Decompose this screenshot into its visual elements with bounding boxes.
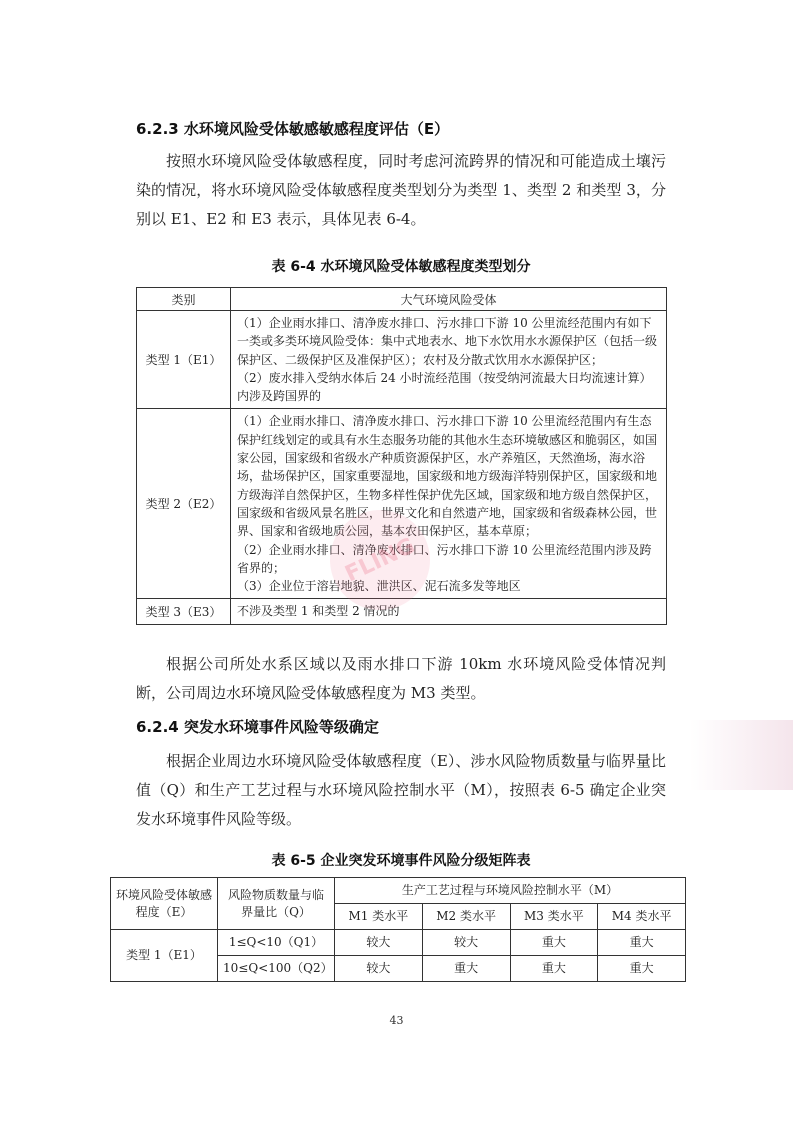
section-heading-623: 6.2.3 水环境风险受体敏感敏感程度评估（E） [136, 120, 450, 138]
header-m: 生产工艺过程与环境风险控制水平（M） [335, 878, 686, 904]
header-m-level: M1 类水平 [335, 904, 423, 930]
level-cell: 重大 [598, 930, 686, 956]
level-cell: 重大 [510, 956, 598, 982]
table-row [137, 311, 667, 409]
level-cell: 重大 [598, 956, 686, 982]
table-65 [110, 877, 686, 982]
q-range-cell: 10≤Q<100（Q2） [218, 956, 335, 982]
header-m-level: M2 类水平 [422, 904, 510, 930]
row-category: 类型 2（E2） [137, 409, 231, 599]
table-header-row [137, 288, 667, 311]
description-item: （2）企业雨水排口、清净废水排口、污水排口下游 10 公里流经范围内涉及跨省界的； [237, 542, 652, 575]
level-cell: 较大 [422, 930, 510, 956]
table-65-caption: 表 6-5 企业突发环境事件风险分级矩阵表 [271, 853, 531, 869]
level-cell: 重大 [510, 930, 598, 956]
header-q: 风险物质数量与临界量比（Q） [218, 878, 335, 930]
table-row [111, 930, 686, 956]
header-m-level: M4 类水平 [598, 904, 686, 930]
row-group-label: 类型 1（E1） [111, 930, 218, 982]
table-header-row [111, 878, 686, 904]
row-description [231, 311, 667, 409]
section-heading-624: 6.2.4 突发水环境事件风险等级确定 [136, 718, 379, 736]
description-item: （3）企业位于溶岩地貌、泄洪区、泥石流多发等地区 [237, 579, 521, 594]
table-64-caption: 表 6-4 水环境风险受体敏感程度类型划分 [271, 259, 531, 275]
q-range-cell: 1≤Q<10（Q1） [218, 930, 335, 956]
header-m-level: M3 类水平 [510, 904, 598, 930]
level-cell: 较大 [335, 956, 423, 982]
level-cell: 较大 [335, 930, 423, 956]
row-description [231, 409, 667, 599]
page-number: 43 [389, 1014, 404, 1027]
header-category: 类别 [137, 288, 231, 311]
scan-edge-mark [690, 720, 793, 790]
header-receptor: 大气环境风险受体 [231, 288, 667, 311]
description-item: （2）废水排入受纳水体后 24 小时流经范围（按受纳河流最大日均流速计算）内涉及跨国界的 [237, 370, 652, 404]
watermark-text: FLING [341, 533, 419, 587]
description-item: 不涉及类型 1 和类型 2 情况的 [237, 604, 400, 619]
paragraph-624: 根据企业周边水环境风险受体敏感程度（E）、涉水风险物质数量与临界量比值（Q）和生产工艺过程与水环境风险控制水平（M），按照表 6-5 确定企业突发水环境事件风险等级。 [136, 752, 666, 828]
description-item: （1）企业雨水排口、清净废水排口、污水排口下游 10 公里流经范围内有如下一类或多类环境风险受体：集中式地表水、地下水饮用水水源保护区（包括一级保护区、二级保护区及准保护区）；农村及分散式饮用水水源保护区； [237, 316, 658, 367]
row-category: 类型 3（E3） [137, 599, 231, 624]
description-item: （1）企业雨水排口、清净废水排口、污水排口下游 10 公里流经范围内有生态保护红线划定的或具有水生态服务功能的其他水生态环境敏感区和脆弱区，如国家公园，国家级和省级水产种质资源保护区，水产养殖区，天然渔场，海水浴场，盐场保护区，国家重要湿地，国家级和地方级海洋特别保护区，国家级和地方级海洋自然保护区，生物多样性保护优先区域，国家级和地方级自然保护区，国家级和省级风景名胜区，世界文化和自然遗产地，国家级和省级森林公园，世界、国家和省级地质公园，基本农田保护区，基本草原； [237, 414, 658, 539]
level-cell: 重大 [422, 956, 510, 982]
row-description [231, 599, 667, 624]
header-e: 环境风险受体敏感程度（E） [111, 878, 218, 930]
paragraph-623: 按照水环境风险受体敏感程度，同时考虑河流跨界的情况和可能造成土壤污染的情况，将水环境风险受体敏感程度类型划分为类型 1、类型 2 和类型 3，分别以 E1、E2 和 E3 表示，具体见表 6-4。 [136, 152, 666, 228]
row-category: 类型 1（E1） [137, 311, 231, 409]
conclusion-paragraph: 根据公司所处水系区域以及雨水排口下游 10km 水环境风险受体情况判断，公司周边水环境风险受体敏感程度为 M3 类型。 [136, 655, 666, 702]
